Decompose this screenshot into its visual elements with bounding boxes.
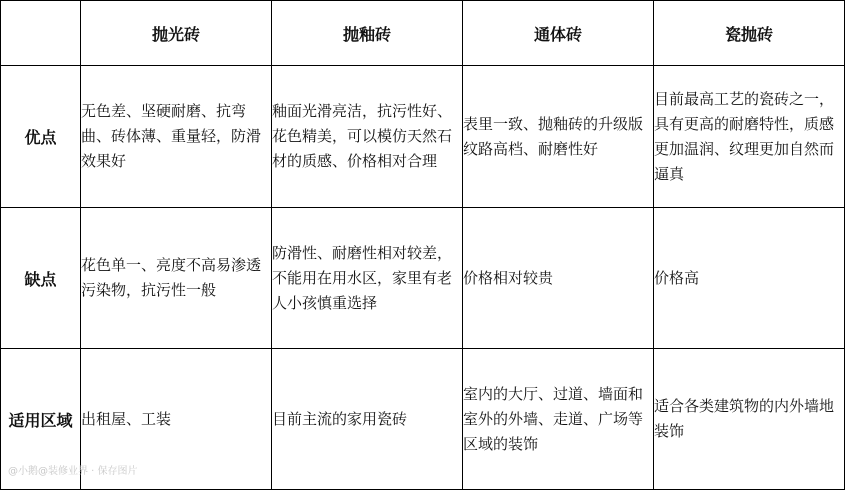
table-cell: 目前主流的家用瓷砖	[272, 349, 463, 490]
watermark: @小鹅@装修业界 · 保存图片	[8, 466, 138, 477]
row-header-applicable-areas: 适用区域	[1, 349, 81, 490]
table-cell: 花色单一、亮度不高易渗透污染物，抗污性一般	[81, 208, 272, 349]
table-cell: 无色差、坚硬耐磨、抗弯曲、砖体薄、重量轻，防滑效果好	[81, 66, 272, 208]
table-cell: 表里一致、抛釉砖的升级版 纹路高档、耐磨性好	[463, 66, 654, 208]
row-header-disadvantages: 缺点	[1, 208, 81, 349]
table-cell: 出租屋、工装	[81, 349, 272, 490]
column-header-polished-tile: 抛光砖	[81, 1, 272, 66]
table-cell: 适合各类建筑物的内外墙地装饰	[654, 349, 845, 490]
column-header-full-body-tile: 通体砖	[463, 1, 654, 66]
table-cell: 价格高	[654, 208, 845, 349]
table-cell: 目前最高工艺的瓷砖之一，具有更高的耐磨特性，质感更加温润、纹理更加自然而逼真	[654, 66, 845, 208]
table-cell: 价格相对较贵	[463, 208, 654, 349]
column-header-porcelain-polished-tile: 瓷抛砖	[654, 1, 845, 66]
table-cell: 室内的大厅、过道、墙面和室外的外墙、走道、广场等区域的装饰	[463, 349, 654, 490]
table-row-advantages	[1, 66, 845, 208]
table-header-row	[1, 1, 845, 66]
table-row-disadvantages	[1, 208, 845, 349]
row-header-advantages: 优点	[1, 66, 81, 208]
table-cell: 防滑性、耐磨性相对较差，不能用在用水区，家里有老人小孩慎重选择	[272, 208, 463, 349]
table-cell: 釉面光滑亮洁，抗污性好、花色精美，可以模仿天然石材的质感、价格相对合理	[272, 66, 463, 208]
column-header-glazed-polished-tile: 抛釉砖	[272, 1, 463, 66]
corner-cell	[1, 1, 81, 66]
